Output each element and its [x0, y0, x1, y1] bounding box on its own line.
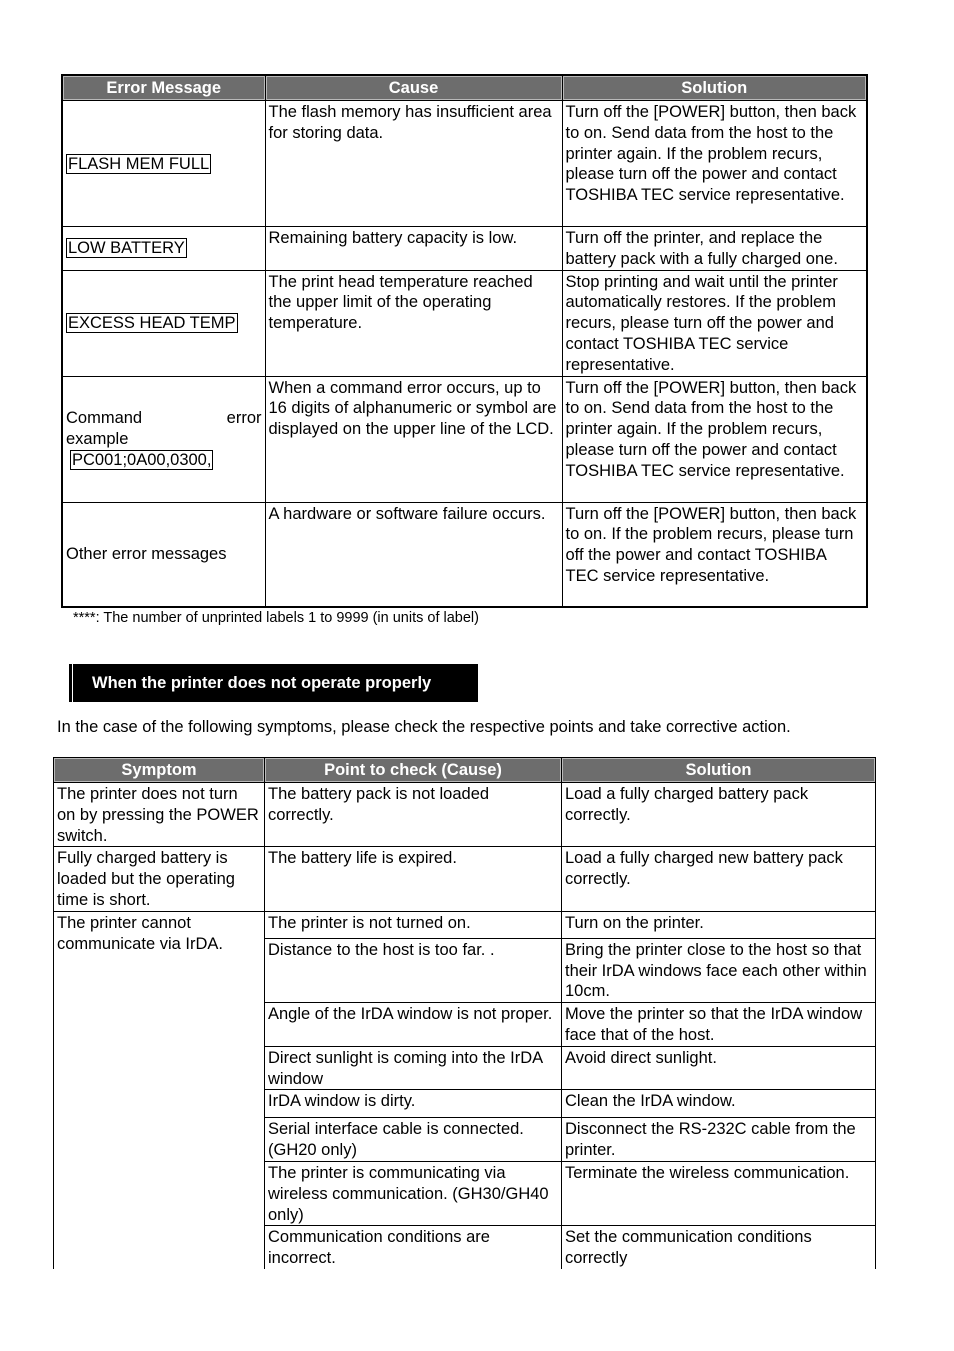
solution-cell: Turn off the [POWER] button, then back to on. If the problem recurs, please turn off the power and contact TOSHIBA TEC service representative. — [562, 502, 867, 607]
cause-cell: When a command error occurs, up to 16 digits of alphanumeric or symbol are displayed on the upper line of the LCD. — [265, 376, 562, 502]
cause-cell: The print head temperature reached the upper limit of the operating temperature. — [265, 270, 562, 376]
table-footnote: ****: The number of unprinted labels 1 to 9999 (in units of label) — [73, 610, 479, 626]
solution-cell: Turn off the [POWER] button, then back to on. Send data from the host to the printer again. If the problem recurs, please turn off the power and contact TOSHIBA TEC service representative. — [562, 376, 867, 502]
cause-cell: Remaining battery capacity is low. — [265, 227, 562, 271]
solution-cell: Disconnect the RS-232C cable from the printer. — [562, 1118, 876, 1162]
lcd-message: LOW BATTERY — [68, 239, 185, 258]
error-message-cell — [62, 101, 265, 227]
symptom-cell: The printer cannot communicate via IrDA. — [54, 911, 265, 1269]
solution-cell: Load a fully charged new battery pack correctly. — [562, 847, 876, 911]
error-message-cell: Other error messages — [62, 502, 265, 607]
table-row — [62, 376, 867, 502]
cause-cell: The printer is communicating via wireless communication. (GH30/GH40 only) — [265, 1161, 562, 1225]
table-row — [54, 847, 876, 911]
table-row — [54, 783, 876, 847]
column-header: Symptom — [54, 758, 265, 783]
solution-cell: Turn on the printer. — [562, 911, 876, 938]
solution-cell: Avoid direct sunlight. — [562, 1046, 876, 1090]
solution-cell: Set the communication conditions correctly — [562, 1226, 876, 1269]
cause-cell: Communication conditions are incorrect. — [265, 1226, 562, 1269]
column-header: Error Message — [62, 75, 265, 101]
cause-cell: Serial interface cable is connected. (GH20 only) — [265, 1118, 562, 1162]
table-row — [62, 227, 867, 271]
solution-cell: Move the printer so that the IrDA window face that of the host. — [562, 1003, 876, 1047]
solution-cell: Load a fully charged battery pack correctly. — [562, 783, 876, 847]
section-heading — [69, 664, 478, 702]
column-header: Solution — [562, 758, 876, 783]
lcd-message: FLASH MEM FULL — [68, 154, 210, 173]
table-row — [54, 911, 876, 938]
cause-cell: Angle of the IrDA window is not proper. — [265, 1003, 562, 1047]
message-text: Command — [66, 409, 143, 428]
cause-cell: The flash memory has insufficient area for storing data. — [265, 101, 562, 227]
error-message-cell — [62, 376, 265, 502]
column-header: Point to check (Cause) — [265, 758, 562, 783]
solution-cell: Turn off the [POWER] button, then back to on. Send data from the host to the printer again. If the problem recurs, please turn off the power and contact TOSHIBA TEC service representative. — [562, 101, 867, 227]
symptom-cell: Fully charged battery is loaded but the operating time is short. — [54, 847, 265, 911]
table-header-row — [62, 75, 867, 101]
cause-cell: IrDA window is dirty. — [265, 1090, 562, 1118]
cause-cell: A hardware or software failure occurs. — [265, 502, 562, 607]
cause-cell: The printer is not turned on. — [265, 911, 562, 938]
symptom-cell: The printer does not turn on by pressing the POWER switch. — [54, 783, 265, 847]
lcd-message: PC001;0A00,0300, — [72, 450, 212, 469]
solution-cell: Terminate the wireless communication. — [562, 1161, 876, 1225]
error-message-table — [61, 74, 868, 608]
cause-cell: Direct sunlight is coming into the IrDA window — [265, 1046, 562, 1090]
cause-cell: Distance to the host is too far. . — [265, 938, 562, 1002]
table-row — [62, 270, 867, 376]
solution-cell: Clean the IrDA window. — [562, 1090, 876, 1118]
table-row — [62, 101, 867, 227]
symptom-table — [53, 757, 876, 1269]
section-title: When the printer does not operate properly — [92, 674, 432, 692]
solution-cell: Bring the printer close to the host so that their IrDA windows face each other within 10cm. — [562, 938, 876, 1002]
message-text: error — [226, 409, 262, 428]
lcd-message: EXCESS HEAD TEMP — [68, 314, 236, 333]
heading-rule — [72, 664, 73, 702]
solution-cell: Turn off the printer, and replace the battery pack with a fully charged one. — [562, 227, 867, 271]
table-row — [62, 502, 867, 607]
column-header: Solution — [562, 75, 867, 101]
error-message-cell — [62, 227, 265, 271]
message-text: example — [66, 430, 129, 449]
cause-cell: The battery life is expired. — [265, 847, 562, 911]
table-header-row — [54, 758, 876, 783]
column-header: Cause — [265, 75, 562, 101]
error-message-cell — [62, 270, 265, 376]
cause-cell: The battery pack is not loaded correctly. — [265, 783, 562, 847]
solution-cell: Stop printing and wait until the printer automatically restores. If the problem recurs, please turn off the power and contact TOSHIBA TEC service representative. — [562, 270, 867, 376]
intro-paragraph: In the case of the following symptoms, please check the respective points and take corrective action. — [57, 718, 791, 736]
